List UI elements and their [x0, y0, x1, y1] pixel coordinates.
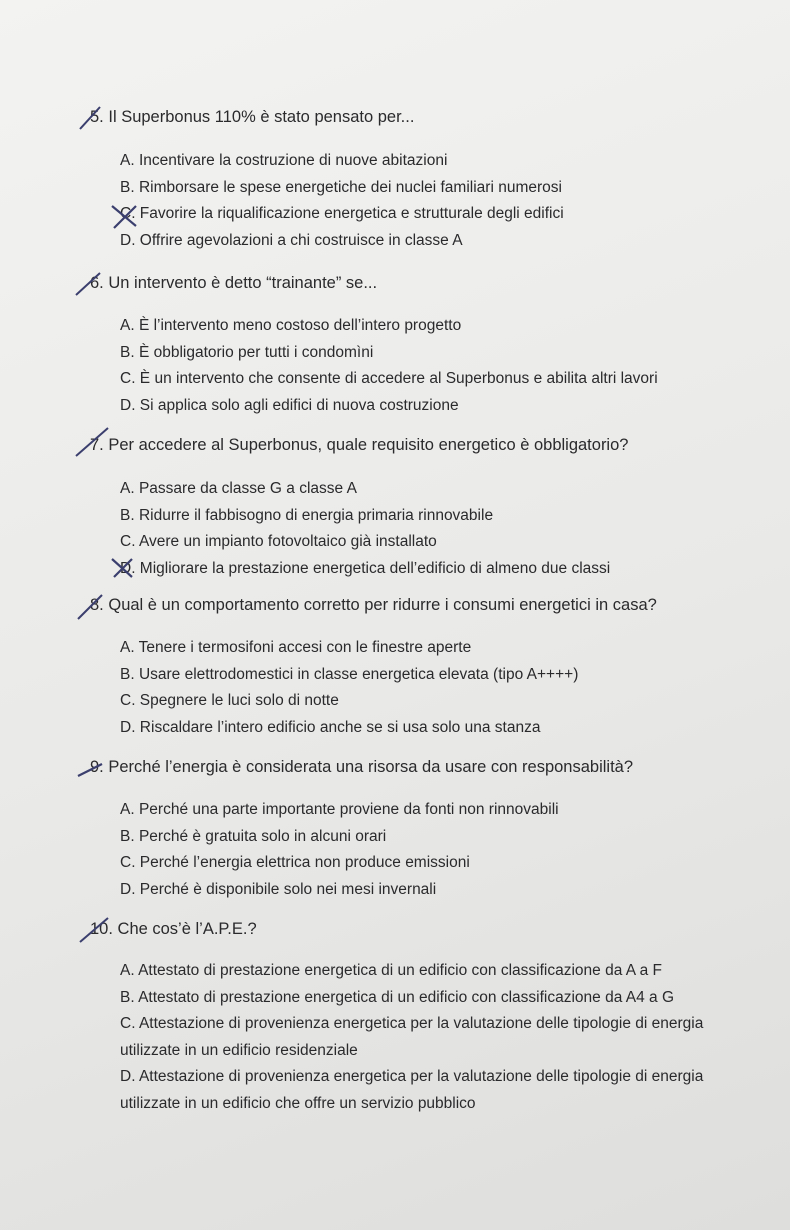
pen-stroke-mark [74, 270, 108, 298]
option-d[interactable]: D. Perché è disponibile solo nei mesi invernali [120, 880, 437, 898]
options-q5 [120, 148, 564, 254]
cross-mark-icon [108, 202, 142, 230]
option-d[interactable]: D. Si applica solo agli edifici di nuova costruzione [120, 396, 459, 414]
option-a[interactable]: A. Attestato di prestazione energetica di un edificio con classificazione da A a F [120, 962, 662, 979]
question-number: 5. [90, 108, 104, 126]
pen-stroke-mark [78, 912, 112, 944]
pen-stroke-mark [76, 756, 108, 780]
pen-stroke-mark [78, 104, 108, 132]
question-text: Che cos’è l’A.P.E.? [117, 920, 257, 938]
option-b[interactable]: B. Ridurre il fabbisogno di energia primaria rinnovabile [120, 506, 494, 524]
option-a[interactable]: A. È l’intervento meno costoso dell’intero progetto [120, 317, 462, 334]
option-b[interactable]: B. Perché è gratuita solo in alcuni orari [120, 827, 387, 845]
options-q7 [120, 476, 610, 582]
question-number: 9. [90, 758, 104, 776]
question-text: Il Superbonus 110% è stato pensato per... [108, 108, 415, 126]
question-10 [90, 920, 257, 939]
option-a[interactable]: A. Passare da classe G a classe A [120, 480, 357, 497]
question-8 [90, 596, 657, 615]
option-d[interactable]: D. Migliorare la prestazione energetica dell’edificio di almeno due classi [120, 559, 611, 577]
options-q8 [120, 635, 578, 741]
pen-stroke-mark [74, 424, 114, 458]
question-text: Un intervento è detto “trainante” se... [108, 274, 378, 292]
question-text: Per accedere al Superbonus, quale requisito energetico è obbligatorio? [108, 436, 629, 454]
options-q6 [120, 313, 658, 419]
option-c[interactable]: C. Avere un impianto fotovoltaico già installato [120, 533, 437, 550]
option-d[interactable]: D. Attestazione di provenienza energetica per la valutazione delle tipologie di energia utilizzate in un edificio che offre un servizio pubblico [120, 1068, 704, 1112]
options-q9 [120, 797, 559, 903]
option-c[interactable]: C. Favorire la riqualificazione energetica e strutturale degli edifici [120, 205, 564, 222]
option-b[interactable]: B. Attestato di prestazione energetica di un edificio con classificazione da A4 a G [120, 988, 675, 1006]
question-9 [90, 758, 633, 777]
pen-stroke-mark [76, 592, 108, 622]
question-text: Qual è un comportamento corretto per ridurre i consumi energetici in casa? [108, 596, 657, 614]
cross-mark-icon [108, 555, 138, 581]
question-number: 6. [90, 274, 104, 292]
option-a[interactable]: A. Tenere i termosifoni accesi con le finestre aperte [120, 639, 472, 656]
question-6 [90, 274, 377, 293]
option-c[interactable]: C. Perché l’energia elettrica non produce emissioni [120, 854, 470, 871]
options-q10 [120, 958, 760, 1117]
question-5 [90, 108, 414, 127]
option-b[interactable]: B. Rimborsare le spese energetiche dei nuclei familiari numerosi [120, 178, 562, 196]
option-b[interactable]: B. È obbligatorio per tutti i condomìni [120, 343, 374, 361]
option-c[interactable]: C. Attestazione di provenienza energetica per la valutazione delle tipologie di energia utilizzate in un edificio residenziale [120, 1015, 704, 1059]
question-7 [90, 436, 628, 455]
question-number: 10. [90, 920, 113, 938]
question-number: 8. [90, 596, 104, 614]
option-a[interactable]: A. Perché una parte importante proviene da fonti non rinnovabili [120, 801, 559, 818]
option-d[interactable]: D. Offrire agevolazioni a chi costruisce in classe A [120, 231, 463, 249]
option-a[interactable]: A. Incentivare la costruzione di nuove abitazioni [120, 152, 448, 169]
option-c[interactable]: C. Spegnere le luci solo di notte [120, 692, 339, 709]
question-text: Perché l’energia è considerata una risorsa da usare con responsabilità? [108, 758, 634, 776]
option-b[interactable]: B. Usare elettrodomestici in classe energetica elevata (tipo A++++) [120, 665, 579, 683]
option-c[interactable]: C. È un intervento che consente di accedere al Superbonus e abilita altri lavori [120, 370, 658, 387]
option-d[interactable]: D. Riscaldare l’intero edificio anche se si usa solo una stanza [120, 718, 541, 736]
question-number: 7. [90, 436, 104, 454]
